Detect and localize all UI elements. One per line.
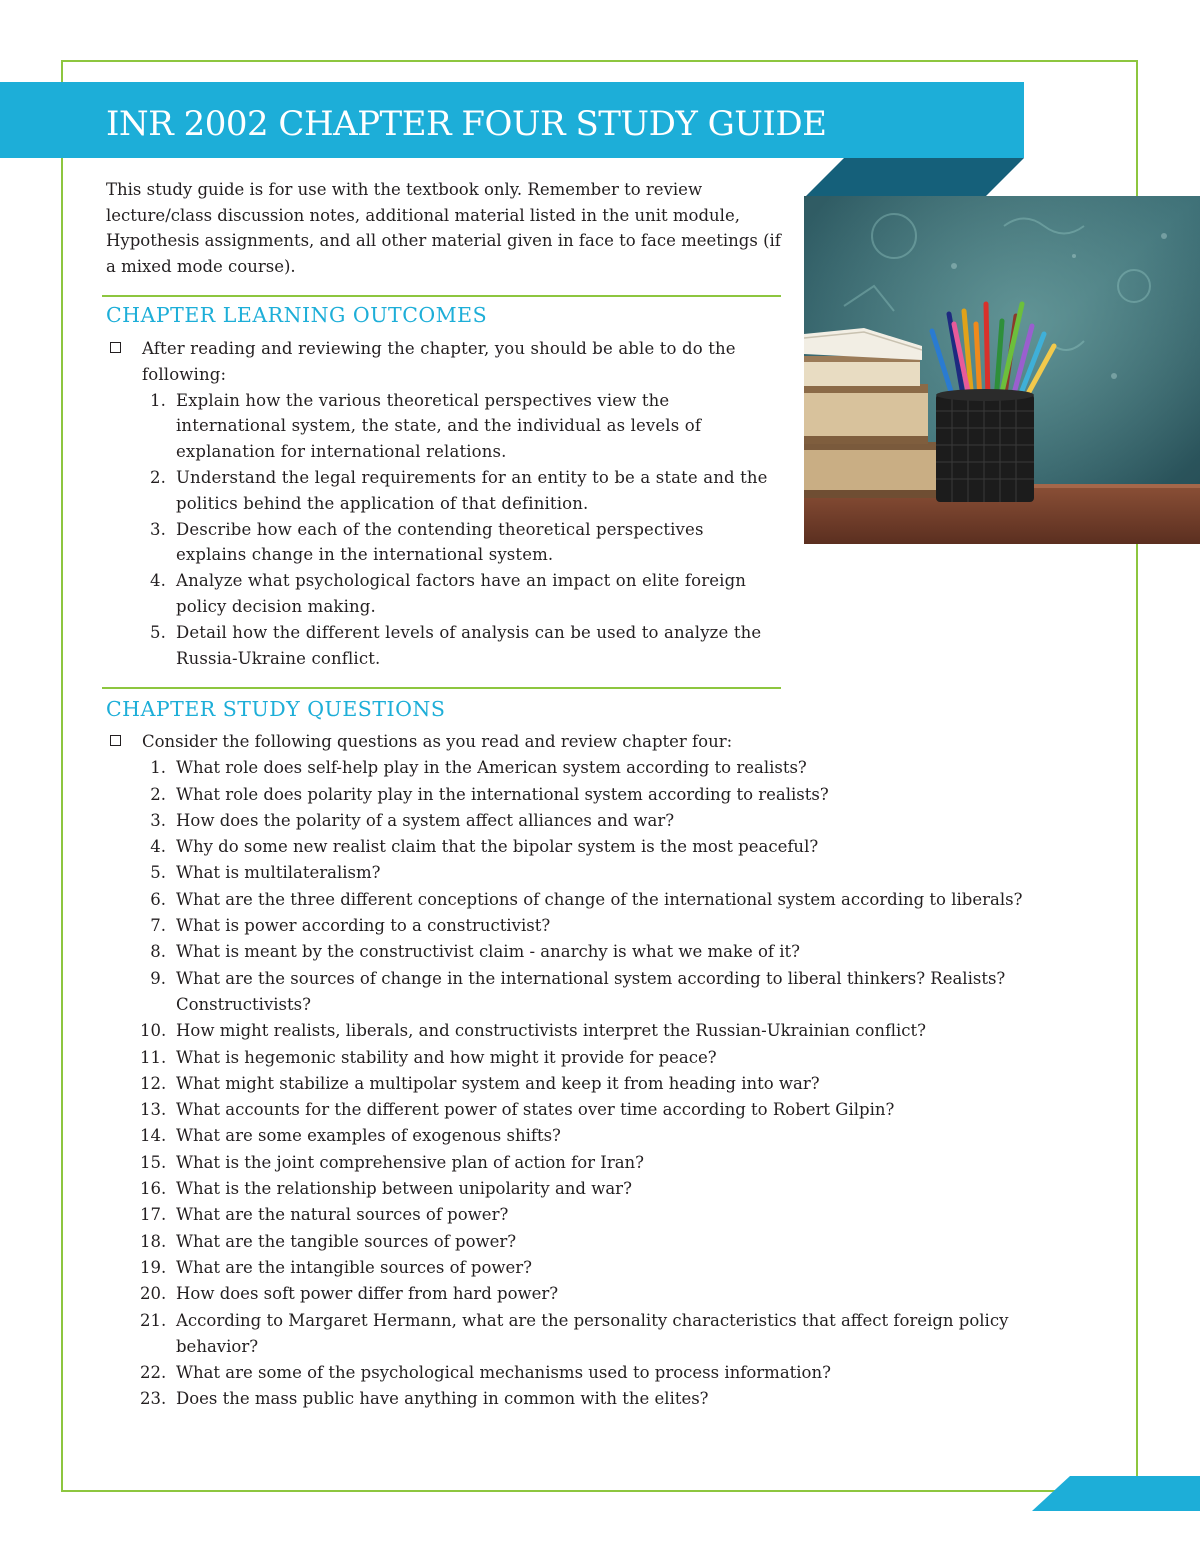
- list-item: [106, 465, 776, 517]
- list-item: [106, 834, 1056, 860]
- section-divider: [102, 687, 781, 689]
- learning-outcomes-lead: [106, 336, 776, 388]
- item-text: What is multilateralism?: [176, 863, 381, 883]
- item-number: 5.: [149, 622, 166, 642]
- list-item: [106, 1202, 1056, 1228]
- item-number: 13.: [140, 1100, 167, 1120]
- list-item: [106, 755, 1056, 781]
- item-text: What are some of the psychological mechanisms used to process information?: [176, 1363, 831, 1383]
- list-item: [106, 860, 1056, 886]
- section-divider: [102, 295, 781, 297]
- item-number: 3.: [149, 519, 166, 539]
- item-text: Does the mass public have anything in common with the elites?: [176, 1389, 709, 1409]
- item-text: Explain how the various theoretical perspectives view the international system, the state, and the individual as levels of explanation for international relations.: [176, 390, 702, 462]
- item-number: 8.: [150, 942, 166, 962]
- item-number: 14.: [140, 1126, 167, 1146]
- list-item: [106, 1071, 1056, 1097]
- item-text: What role does polarity play in the international system according to realists?: [176, 784, 829, 804]
- intro-paragraph: This study guide is for use with the textbook only. Remember to review lecture/class discussion notes, additional material listed in the unit module, Hypothesis assignments, and all other material given in face to face meetings (if a mixed mode course).: [106, 180, 781, 276]
- item-text: What is meant by the constructivist claim - anarchy is what we make of it?: [176, 942, 801, 962]
- item-number: 3.: [150, 810, 166, 830]
- item-text: What are the three different conceptions of change of the international system according to liberals?: [176, 889, 1023, 909]
- item-number: 1.: [150, 758, 166, 778]
- item-number: 21.: [140, 1310, 167, 1330]
- learning-outcomes-heading: CHAPTER LEARNING OUTCOMES: [106, 303, 488, 327]
- item-text: What accounts for the different power of states over time according to Robert Gilpin?: [176, 1100, 895, 1120]
- item-number: 6.: [150, 889, 166, 909]
- item-number: 10.: [140, 1021, 167, 1041]
- title-banner: [0, 82, 1024, 158]
- list-item: [106, 1097, 1056, 1123]
- item-number: 19.: [140, 1257, 167, 1277]
- item-text: Analyze what psychological factors have an impact on elite foreign policy decision making.: [176, 571, 747, 616]
- lead-text: After reading and reviewing the chapter, you should be able to do the following:: [142, 339, 736, 384]
- item-number: 15.: [140, 1152, 167, 1172]
- checkbox-icon: [110, 735, 121, 746]
- item-text: How does soft power differ from hard power?: [176, 1284, 559, 1304]
- list-item: [106, 1150, 1056, 1176]
- item-number: 22.: [140, 1363, 167, 1383]
- item-number: 1.: [149, 390, 166, 410]
- item-text: What is hegemonic stability and how might it provide for peace?: [176, 1047, 717, 1067]
- item-text: What are the sources of change in the international system according to liberal thinkers? Realists? Constructivists?: [176, 968, 1006, 1014]
- item-text: What might stabilize a multipolar system and keep it from heading into war?: [176, 1073, 820, 1093]
- list-item: [106, 1281, 1056, 1307]
- item-text: Describe how each of the contending theoretical perspectives explains change in the international system.: [176, 519, 704, 565]
- list-item: [106, 1045, 1056, 1071]
- list-item: [106, 1018, 1056, 1044]
- item-text: Understand the legal requirements for an entity to be a state and the politics behind the application of that definition.: [176, 467, 768, 513]
- list-item: [106, 1176, 1056, 1202]
- item-number: 9.: [150, 968, 166, 988]
- item-number: 17.: [140, 1205, 167, 1225]
- checkbox-icon: [110, 342, 121, 353]
- item-number: 4.: [149, 571, 166, 591]
- list-item: [106, 1229, 1056, 1255]
- item-text: Why do some new realist claim that the bipolar system is the most peaceful?: [176, 837, 819, 857]
- list-item: [106, 1386, 1056, 1412]
- list-item: [106, 1255, 1056, 1281]
- study-questions-list: [106, 755, 1056, 1412]
- item-text: What is the relationship between unipolarity and war?: [176, 1179, 632, 1199]
- list-item: [106, 913, 1056, 939]
- item-text: How does the polarity of a system affect alliances and war?: [176, 810, 675, 830]
- list-item: [106, 808, 1056, 834]
- item-number: 12.: [140, 1073, 167, 1093]
- list-item: [106, 517, 776, 569]
- item-number: 18.: [140, 1231, 167, 1251]
- item-text: What is power according to a constructivist?: [176, 916, 551, 936]
- list-item: [106, 620, 776, 672]
- item-number: 20.: [140, 1284, 167, 1304]
- item-number: 4.: [150, 837, 166, 857]
- item-text: What role does self-help play in the American system according to realists?: [176, 758, 807, 778]
- lead-text: Consider the following questions as you read and review chapter four:: [142, 732, 733, 751]
- list-item: [106, 966, 1056, 1019]
- list-item: [106, 1308, 1056, 1361]
- study-questions-lead: [106, 729, 1056, 755]
- books-and-pencils-photo: [804, 196, 1200, 544]
- item-text: What is the joint comprehensive plan of action for Iran?: [176, 1152, 645, 1172]
- item-text: According to Margaret Hermann, what are the personality characteristics that affect foreign policy behavior?: [176, 1310, 1009, 1356]
- item-text: What are the natural sources of power?: [176, 1205, 509, 1225]
- page-title: INR 2002 CHAPTER FOUR STUDY GUIDE: [106, 104, 827, 144]
- list-item: [106, 1123, 1056, 1149]
- item-text: How might realists, liberals, and constructivists interpret the Russian-Ukrainian conflict?: [176, 1021, 927, 1041]
- item-text: Detail how the different levels of analysis can be used to analyze the Russia-Ukraine conflict.: [176, 622, 762, 668]
- list-item: [106, 568, 776, 620]
- list-item: [106, 782, 1056, 808]
- learning-outcomes-block: [106, 336, 776, 671]
- list-item: [106, 1360, 1056, 1386]
- list-item: [106, 939, 1056, 965]
- item-text: What are the tangible sources of power?: [176, 1231, 517, 1251]
- item-number: 23.: [140, 1389, 167, 1409]
- item-number: 5.: [150, 863, 166, 883]
- list-item: [106, 388, 776, 465]
- item-number: 2.: [149, 467, 166, 487]
- item-number: 16.: [140, 1179, 167, 1199]
- study-questions-heading: CHAPTER STUDY QUESTIONS: [106, 697, 446, 721]
- item-text: What are some examples of exogenous shifts?: [176, 1126, 561, 1146]
- item-number: 11.: [140, 1047, 167, 1067]
- item-text: What are the intangible sources of power?: [176, 1257, 533, 1277]
- study-questions-block: [106, 729, 1056, 1413]
- learning-outcomes-list: [106, 388, 776, 672]
- list-item: [106, 887, 1056, 913]
- item-number: 2.: [150, 784, 166, 804]
- item-number: 7.: [150, 916, 166, 936]
